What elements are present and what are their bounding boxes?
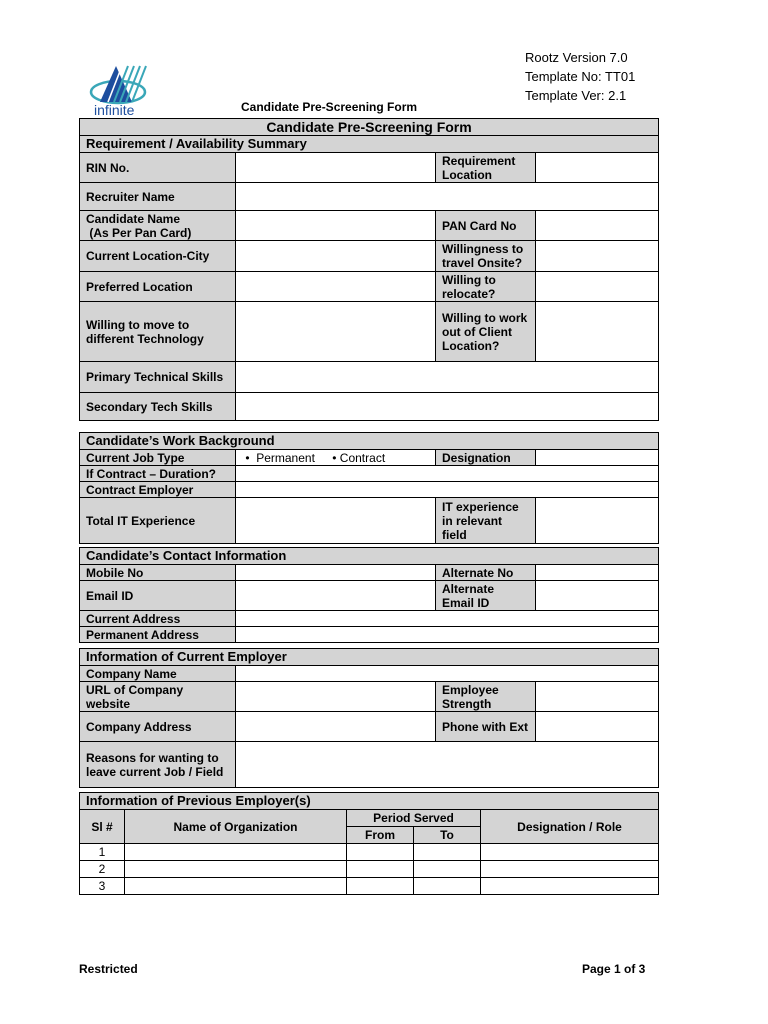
- total-it-field[interactable]: [236, 498, 436, 544]
- mobile-field[interactable]: [236, 565, 436, 581]
- option-permanent-label: Permanent: [256, 450, 315, 465]
- column-to: To: [414, 827, 481, 844]
- label-phone-ext: Phone with Ext: [436, 712, 536, 742]
- move-technology-field[interactable]: [236, 302, 436, 362]
- option-contract[interactable]: • Contract: [332, 450, 386, 465]
- label-contract-employer: Contract Employer: [80, 482, 236, 498]
- label-permanent-address: Permanent Address: [80, 627, 236, 643]
- label-candidate-name: [80, 211, 236, 241]
- label-requirement-location: Requirement Location: [436, 153, 536, 183]
- alternate-email-field[interactable]: [536, 581, 659, 611]
- previous-employers-table: [79, 792, 659, 895]
- option-permanent[interactable]: • Permanent: [242, 450, 315, 465]
- label-recruiter: Recruiter Name: [80, 183, 236, 211]
- recruiter-name-field[interactable]: [236, 183, 659, 211]
- candidate-name-note: (As Per Pan Card): [89, 225, 192, 240]
- label-company-url: URL of Company website: [80, 682, 236, 712]
- label-job-type: Current Job Type: [80, 450, 236, 466]
- pan-field[interactable]: [536, 211, 659, 241]
- alternate-no-field[interactable]: [536, 565, 659, 581]
- label-designation: Designation: [436, 450, 536, 466]
- job-type-options: [236, 450, 436, 466]
- column-designation-role: Designation / Role: [481, 810, 659, 844]
- logo-mark-icon: [88, 62, 158, 118]
- candidate-name-field[interactable]: [236, 211, 436, 241]
- section-header-previous: Information of Previous Employer(s): [80, 793, 659, 810]
- page-number: Page 1 of 3: [582, 962, 646, 976]
- secondary-skills-field[interactable]: [236, 393, 659, 421]
- column-period-served: Period Served: [347, 810, 481, 827]
- section-header-contact: Candidate’s Contact Information: [80, 548, 659, 565]
- reasons-field[interactable]: [236, 742, 659, 788]
- work-background-table: [79, 432, 659, 544]
- travel-onsite-field[interactable]: [536, 241, 659, 272]
- label-current-location: Current Location-City: [80, 241, 236, 272]
- primary-skills-field[interactable]: [236, 362, 659, 393]
- current-employer-table: [79, 648, 659, 788]
- section-header-work: Candidate’s Work Background: [80, 433, 659, 450]
- designation-field[interactable]: [536, 450, 659, 466]
- organization-field[interactable]: [125, 844, 347, 861]
- relevant-it-field[interactable]: [536, 498, 659, 544]
- template-no-text: Template No: TT01: [525, 69, 636, 84]
- to-field[interactable]: [414, 878, 481, 895]
- to-field[interactable]: [414, 861, 481, 878]
- label-pan: PAN Card No: [436, 211, 536, 241]
- phone-ext-field[interactable]: [536, 712, 659, 742]
- from-field[interactable]: [347, 878, 414, 895]
- email-field[interactable]: [236, 581, 436, 611]
- contract-duration-field[interactable]: [236, 466, 659, 482]
- section-header-requirement: Requirement / Availability Summary: [80, 136, 659, 153]
- label-secondary-skills: Secondary Tech Skills: [80, 393, 236, 421]
- employee-strength-field[interactable]: [536, 682, 659, 712]
- label-work-out-client: Willing to work out of Client Location?: [436, 302, 536, 362]
- form-title: Candidate Pre-Screening Form: [80, 119, 659, 136]
- role-field[interactable]: [481, 861, 659, 878]
- label-alternate-no: Alternate No: [436, 565, 536, 581]
- requirement-location-field[interactable]: [536, 153, 659, 183]
- label-move-technology: Willing to move to different Technology: [80, 302, 236, 362]
- role-field[interactable]: [481, 878, 659, 895]
- permanent-address-field[interactable]: [236, 627, 659, 643]
- label-employee-strength: Employee Strength: [436, 682, 536, 712]
- label-email: Email ID: [80, 581, 236, 611]
- rin-field[interactable]: [236, 153, 436, 183]
- label-rin: RIN No.: [80, 153, 236, 183]
- template-ver-text: Template Ver: 2.1: [525, 88, 627, 103]
- to-field[interactable]: [414, 844, 481, 861]
- row-number: 1: [80, 844, 125, 861]
- classification-label: Restricted: [79, 962, 138, 976]
- label-travel-onsite: Willingness to travel Onsite?: [436, 241, 536, 272]
- current-address-field[interactable]: [236, 611, 659, 627]
- logo-wordmark: infinite: [94, 102, 135, 118]
- label-alternate-email: Alternate Email ID: [436, 581, 536, 611]
- row-number: 2: [80, 861, 125, 878]
- column-from: From: [347, 827, 414, 844]
- table-row: [80, 844, 659, 861]
- label-contract-duration: If Contract – Duration?: [80, 466, 236, 482]
- current-location-field[interactable]: [236, 241, 436, 272]
- label-total-it: Total IT Experience: [80, 498, 236, 544]
- company-url-field[interactable]: [236, 682, 436, 712]
- label-preferred-location: Preferred Location: [80, 272, 236, 302]
- contact-table: [79, 547, 659, 643]
- label-relocate: Willing to relocate?: [436, 272, 536, 302]
- organization-field[interactable]: [125, 878, 347, 895]
- column-sl: Sl #: [80, 810, 125, 844]
- candidate-name-text: Candidate Name: [86, 211, 181, 226]
- label-mobile: Mobile No: [80, 565, 236, 581]
- from-field[interactable]: [347, 844, 414, 861]
- relocate-field[interactable]: [536, 272, 659, 302]
- template-info: [525, 48, 635, 105]
- form-subtitle: Candidate Pre-Screening Form: [241, 100, 418, 114]
- requirement-table: [79, 118, 659, 421]
- preferred-location-field[interactable]: [236, 272, 436, 302]
- column-organization: Name of Organization: [125, 810, 347, 844]
- company-logo: [88, 62, 158, 118]
- section-header-employer: Information of Current Employer: [80, 649, 659, 666]
- version-text: Rootz Version 7.0: [525, 50, 628, 65]
- label-current-address: Current Address: [80, 611, 236, 627]
- row-number: 3: [80, 878, 125, 895]
- work-out-client-field[interactable]: [536, 302, 659, 362]
- role-field[interactable]: [481, 844, 659, 861]
- organization-field[interactable]: [125, 861, 347, 878]
- label-relevant-it: IT experience in relevant field: [436, 498, 536, 544]
- label-company-name: Company Name: [80, 666, 236, 682]
- label-company-address: Company Address: [80, 712, 236, 742]
- from-field[interactable]: [347, 861, 414, 878]
- label-primary-skills: Primary Technical Skills: [80, 362, 236, 393]
- table-row: [80, 878, 659, 895]
- company-name-field[interactable]: [236, 666, 659, 682]
- company-address-field[interactable]: [236, 712, 436, 742]
- option-contract-label: Contract: [339, 450, 386, 465]
- table-row: [80, 861, 659, 878]
- label-reasons: Reasons for wanting to leave current Job / Field: [80, 742, 236, 788]
- contract-employer-field[interactable]: [236, 482, 659, 498]
